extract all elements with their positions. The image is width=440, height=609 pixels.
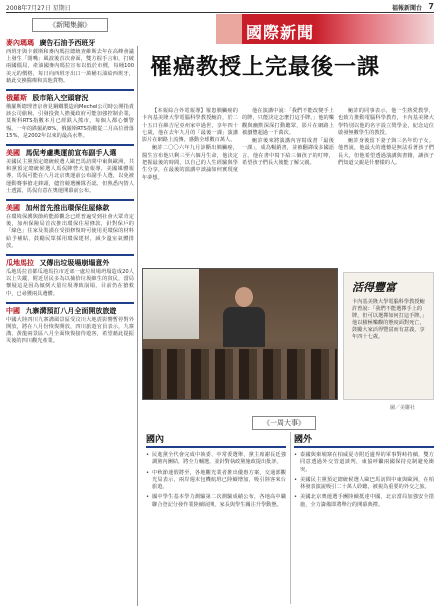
brief-body: 俄羅斯總理普京會見鋼鐵製造商Mechel公司時公開指責該公司偷稅，引發投資人擔憂政府可能加強控制企業，莫斯科RTS指數本月已經跌入熊市，每個人都心懷警惕。一年的跌幅約8%，俄羅斯RTS指數從二月高位滑落15%，是2002年以來的最高水準。 — [6, 104, 134, 139]
brief-item — [6, 93, 134, 140]
list-item: • 泰國與柬埔寨在柏威夏寺附近邊界的軍事對峙持續，雙方同意透過外交管道談判，東協呼籲兩國保持克制避免衝突。 — [294, 452, 434, 474]
brief-body: 在環境保護與節約能源觀念已經普遍受到社會大眾肯定後，加州保險局首次推出環保住屋條款，針對保戶的「綠色」住家及裝潢在受損修復時可使用更環保的材料給予補貼，鼓勵民眾採用環保建材，減少溫室氣體排放。 — [6, 214, 134, 249]
header-rule — [6, 12, 434, 13]
brief-location: 中國 — [6, 306, 20, 315]
story-column-1 — [142, 108, 238, 183]
brief-location: 瓜地馬拉 — [6, 259, 34, 268]
brief-location: 麥內瑪瑪 — [6, 39, 34, 47]
list-item: • 國中學生基本學力測驗第二次測驗成績公布，各地高中職聯合登記分發作業陸續展開，家長與學生關注升學動態。 — [146, 494, 286, 509]
brief-location: 美國 — [6, 204, 20, 213]
brief-heading — [6, 93, 134, 103]
news-briefs-column — [6, 14, 134, 604]
sidebar-body: 卡內基美隆大學電腦科學教授鮑許曾說：「我們不能選擇手上的牌，但可以選擇如何打這手牌。」他以積極樂觀的態度面對死亡，鼓勵大家活得豐富而有意義，享年四十七歲。 — [352, 299, 425, 340]
brief-divider — [6, 254, 134, 256]
lecture-photo — [142, 268, 338, 400]
brief-title: 廣告石油予西班牙 — [39, 39, 96, 47]
speaker-body — [223, 307, 265, 347]
globe-icon — [216, 14, 242, 44]
domestic-divider — [146, 446, 286, 448]
brief-heading — [6, 38, 134, 48]
brief-body: 中國大陸四川九寨溝風景區受汶川大地震影響暫停對外開放，將在八月份恢復開放，四川旅遊官員表示，九寨溝、黃龍兩景區八月全面恢復接待遊客，希望藉此提振災後的四川觀光產業。 — [6, 316, 134, 345]
story-paragraph: 鮑許二〇〇六年九月診斷出胰臟癌，醫生宣布他只剩三至六個月生命，他決定把握最後的時間，以自己的人生經驗與學生分享，在最後的演講中談論如何實現童年夢想。 — [142, 145, 238, 181]
brief-title: 又傳出垃圾場崩塌意外 — [39, 259, 110, 268]
international-heading: 國外 — [294, 435, 313, 445]
brief-location: 俄羅斯 — [6, 94, 27, 103]
section-banner — [216, 14, 434, 44]
brief-item — [6, 258, 134, 298]
page-number: 7 — [428, 2, 434, 11]
world-map-graphic — [314, 14, 434, 44]
list-item: • 民進黨全代會完成中執委、中常委選舉，黨主席謝長廷強調黨內團結，將全力輔選，並針對執政黨施政提出批評。 — [146, 452, 286, 467]
story-column-3 — [338, 108, 434, 168]
briefs-label: 《新聞集錦》 — [32, 18, 108, 32]
list-item: • 美國民主黨預定總統候選人歐巴馬訪問中東與歐洲，在柏林發表演說吸引二十萬人聆聽，被視為重要的外交之旅。 — [294, 477, 434, 492]
photo-credit: 圖／美聯社 — [390, 405, 416, 411]
brief-divider — [6, 199, 134, 201]
story-paragraph: 鮑許後來將演講內容寫成書「最後一課」，成為暢銷書，並被翻譯成多國語言。他在書中寫下給三個孩子的叮嚀，希望孩子們長大後能了解父親。 — [242, 138, 334, 167]
story-paragraph: 鮑許身後留下妻子與三名年幼子女。他曾說，他最大的遺憾是無法看著孩子們長大，但他希望透過演講與書籍，讓孩子們知道父親是什麼樣的人。 — [338, 138, 434, 167]
domestic-heading: 國內 — [146, 435, 165, 445]
story-column-2 — [242, 108, 334, 168]
sidebar-title: 活得豐富 — [352, 281, 396, 294]
story-paragraph: 【本報綜合外電報導】罹患胰臟癌的卡內基美隆大學電腦科學教授鮑許，於二十五日在維吉尼亞州家中過世，享年四十七歲，他在去年九月的「最後一課」演講影片在網路上流傳，感動全球數百萬人。 — [142, 108, 238, 144]
page-header — [6, 2, 434, 12]
audience-crowd — [143, 349, 338, 399]
brief-heading — [6, 306, 134, 316]
brief-title: 加州首先推出環保住屋條款 — [25, 204, 110, 213]
projection-screen — [143, 269, 199, 339]
brief-body: 瓜地馬拉首都瓜地馬拉市近郊一處垃圾場坍塌造成20人以上失蹤，附近居民多為以撿拾垃圾維生的貧民，當局懷疑這是因為傾倒大量垃圾導致崩塌，目前仍在搶救中，已尋獲兩具遺體。 — [6, 269, 134, 297]
week-review-label: 《一周大事》 — [252, 416, 316, 430]
story-paragraph: 鮑許的同事表示，他一生熱愛教學，也致力推動電腦科學教育，卡內基美隆大學特別以他的名字設立獎學金，紀念這位啟發無數學生的教授。 — [338, 108, 434, 136]
brief-body: 西班牙與卡薩斯和麥內瑪拉總統查維斯去年在高峰會議上發生「閉嘴」風波後首次會面，雙方握手言和，打破兩國僵局，產油國麥內瑪拉宣布以低於市價，每桶100美元的價格，每日向西班牙出口一萬桶石油給西班牙，藉此交換醫療和其他貨物。 — [6, 49, 134, 84]
brief-item — [6, 38, 134, 85]
story-paragraph: 他在演講中說：「我們不能改變手上的牌，只能決定怎麼打這手牌。」他的樂觀與幽默深深打動聽眾，影片在網路上被瀏覽超過一千萬次。 — [242, 108, 334, 136]
brief-divider — [6, 302, 134, 304]
week-column-divider — [290, 432, 291, 604]
speaker-figure — [235, 287, 253, 307]
section-title: 國際新聞 — [246, 23, 315, 42]
brief-item — [6, 306, 134, 346]
brief-location: 美國 — [6, 149, 20, 158]
brief-divider — [6, 144, 134, 146]
issue-date: 2008年7月27日 星期日 — [6, 5, 71, 12]
quote-sidebar — [343, 272, 434, 400]
brief-divider — [6, 89, 134, 91]
brief-heading — [6, 258, 134, 268]
domestic-list — [146, 452, 286, 512]
brief-title: 九寨溝預訂八月全面開放旅遊 — [25, 306, 117, 315]
international-divider — [294, 446, 434, 448]
brief-item — [6, 148, 134, 195]
brief-title: 股市陷入空頭窘況 — [32, 94, 89, 103]
brief-item — [6, 203, 134, 250]
main-headline: 罹癌教授上完最後一課 — [150, 55, 381, 80]
list-item: • 美國北京奧運選手團陸續抵達中國，北京當局加強安全措施，全力籌備即將舉行的開幕典禮。 — [294, 494, 434, 509]
paper-name: 福報新聞台 — [391, 5, 422, 12]
column-divider — [137, 46, 138, 606]
list-item: • 中秋節連假將至，各地觀光業者推出優惠方案，交通部觀光局表示，兩岸週末包機航班已陸續增加，吸引陸客來台旅遊。 — [146, 470, 286, 492]
brief-heading — [6, 203, 134, 213]
international-list — [294, 452, 434, 512]
brief-title: 馬侃考慮奧運前宣布副手人選 — [25, 149, 117, 158]
brief-body: 美國民主黨預定總統候選人歐巴馬訪問中東與歐洲，共和黨預定總統候選人馬侃陣營大量報導，美國媒體報導，馬侃可能在八月北京奧運前公布副手人選，以免被運動賽事搶走鋒頭，儘管競選團隊否認，但熟悉內情人士透露，馬侃有意在奧運開幕前公布。 — [6, 159, 134, 194]
brief-heading — [6, 148, 134, 158]
